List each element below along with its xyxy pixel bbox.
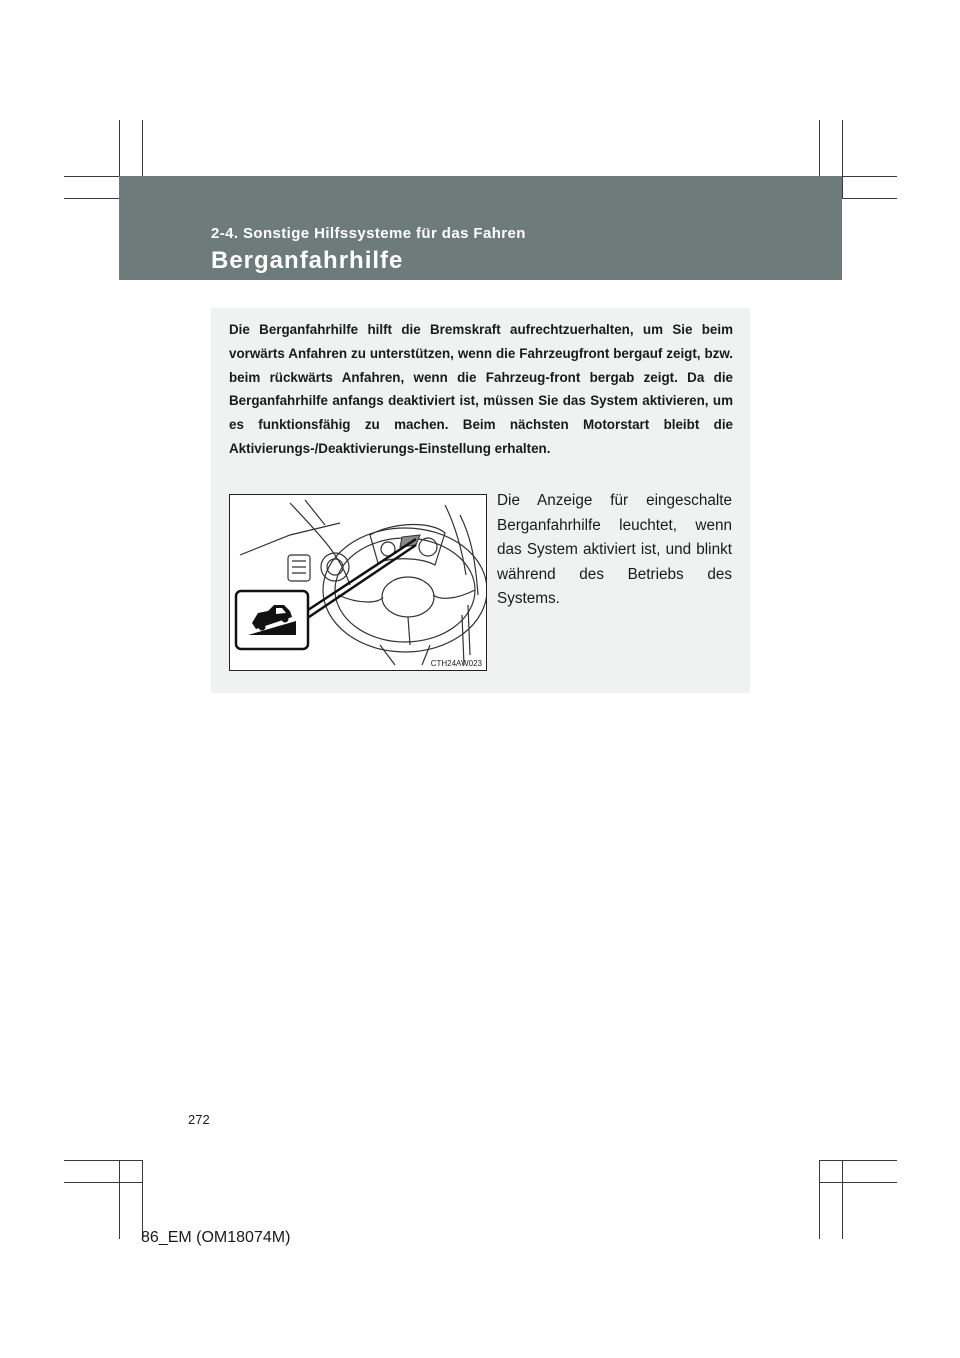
crop-mark: [819, 1160, 820, 1239]
content-box: [211, 308, 750, 693]
figure-caption: Die Anzeige für eingeschalte Berganfahrhilfe leuchtet, wenn das System aktiviert ist, und blinkt während des Betriebs des Systems.: [497, 492, 732, 608]
dashboard-drawing: [230, 495, 486, 670]
crop-mark: [142, 1160, 143, 1239]
crop-mark: [842, 120, 843, 199]
section-header: [119, 176, 842, 280]
dashboard-illustration: [229, 494, 487, 671]
figure-code: CTH24AW023: [430, 659, 482, 668]
intro-paragraph: Die Berganfahrhilfe hilft die Bremskraft aufrechtzuerhalten, um Sie beim vorwärts Anfahren zu unterstützen, wenn die Fahrzeugfront bergauf zeigt, bzw. beim rückwärts Anfahren, wenn die Fahrzeug-front bergab zeigt. Da die Berganfahrhilfe anfangs deaktiviert ist, müssen Sie das System aktivieren, um es funktionsfähig zu machen. Beim nächsten Motorstart bleibt die Aktivierungs-/Deaktivierungs-Einstellung erhalten.: [229, 322, 733, 456]
crop-mark: [819, 1182, 897, 1183]
crop-mark: [842, 1160, 843, 1239]
page-number: 272: [188, 1112, 210, 1127]
page-title: Berganfahrhilfe: [211, 247, 404, 274]
document-code: 86_EM (OM18074M): [141, 1229, 291, 1246]
section-label: 2-4. Sonstige Hilfssysteme für das Fahren: [211, 225, 526, 242]
crop-mark: [64, 1160, 142, 1161]
crop-mark: [119, 1160, 120, 1239]
crop-mark: [819, 1160, 897, 1161]
crop-mark: [64, 1182, 142, 1183]
